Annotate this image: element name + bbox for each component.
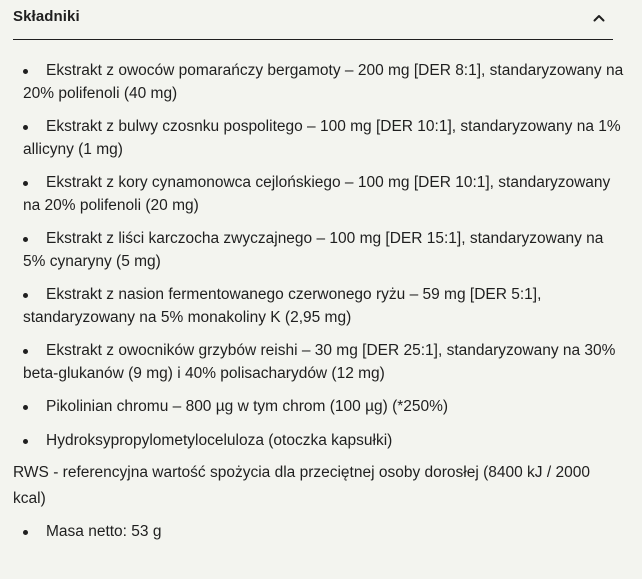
bullet-icon bbox=[23, 237, 28, 242]
ingredient-text: Pikolinian chromu – 800 µg w tym chrom (100 µg) (*250%) bbox=[46, 398, 449, 415]
ingredient-list bbox=[13, 60, 628, 452]
net-weight-list bbox=[13, 521, 628, 544]
ingredient-item bbox=[13, 228, 628, 273]
ingredient-text: Ekstrakt z bulwy czosnku pospolitego – 100 mg [DER 10:1], standaryzowany na 1% allicyny (1 mg) bbox=[23, 118, 621, 158]
ingredient-item bbox=[13, 116, 628, 161]
accordion-header[interactable] bbox=[13, 0, 613, 40]
bullet-icon bbox=[23, 125, 28, 130]
ingredient-item bbox=[13, 284, 628, 329]
bullet-icon bbox=[23, 530, 28, 535]
chevron-up-icon[interactable] bbox=[592, 11, 606, 25]
net-weight-text: Masa netto: 53 g bbox=[46, 523, 162, 540]
ingredient-item bbox=[13, 60, 628, 105]
bullet-icon bbox=[23, 439, 28, 444]
bullet-icon bbox=[23, 349, 28, 354]
bullet-icon bbox=[23, 405, 28, 410]
ingredient-item bbox=[13, 430, 628, 453]
ingredient-text: Ekstrakt z kory cynamonowca cejlońskiego – 100 mg [DER 10:1], standaryzowany na 20% polifenoli (20 mg) bbox=[23, 174, 611, 214]
ingredient-item bbox=[13, 340, 628, 385]
ingredient-item bbox=[13, 396, 628, 419]
net-weight-item bbox=[13, 521, 628, 544]
ingredient-text: Hydroksypropylometyloceluloza (otoczka kapsułki) bbox=[46, 431, 393, 449]
bullet-icon bbox=[23, 69, 28, 74]
ingredient-text: Ekstrakt z nasion fermentowanego czerwonego ryżu – 59 mg [DER 5:1], standaryzowany na 5% monakoliny K (2,95 mg) bbox=[23, 286, 542, 326]
bullet-icon bbox=[23, 293, 28, 298]
bullet-icon bbox=[23, 181, 28, 186]
ingredient-item bbox=[13, 172, 628, 217]
ingredient-text: Ekstrakt z owocników grzybów reishi – 30 mg [DER 25:1], standaryzowany na 30% beta-glukanów (9 mg) i 40% polisacharydów (12 mg) bbox=[23, 342, 616, 382]
ingredient-text: Ekstrakt z owoców pomarańczy bergamoty – 200 mg [DER 8:1], standaryzowany na 20% polifenoli (40 mg) bbox=[23, 62, 624, 102]
accordion-content bbox=[13, 60, 628, 544]
rws-note: RWS - referencyjna wartość spożycia dla przeciętnej osoby dorosłej (8400 kJ / 2000 kcal) bbox=[13, 464, 590, 507]
ingredient-text: Ekstrakt z liści karczocha zwyczajnego – 100 mg [DER 15:1], standaryzowany na 5% cynaryny (5 mg) bbox=[23, 230, 604, 270]
section-title: Składniki bbox=[13, 8, 80, 25]
